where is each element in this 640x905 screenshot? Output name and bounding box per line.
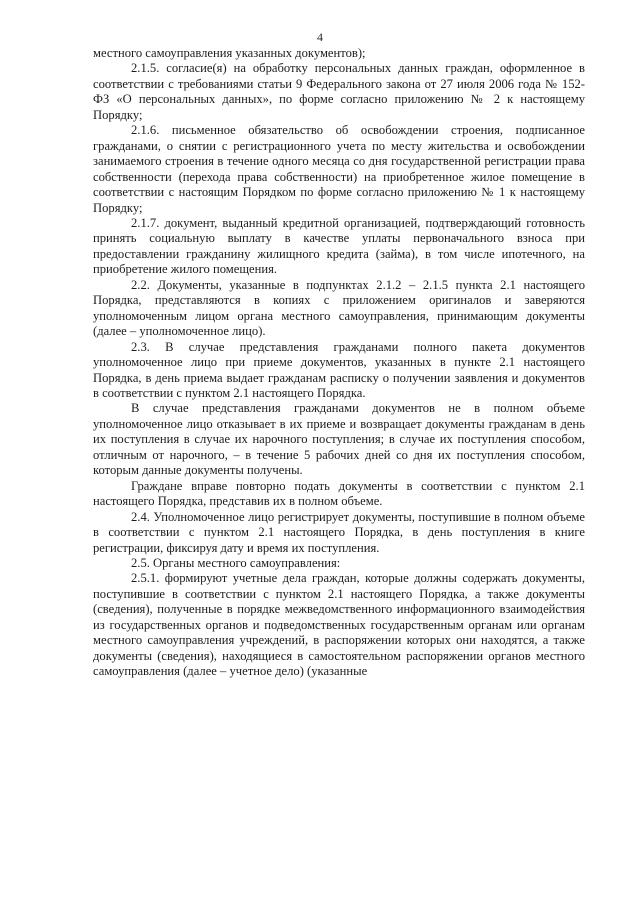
paragraph-resubmission: Граждане вправе повторно подать документы в соответствии с пунктом 2.1 настоящего Порядка, представив их в полном объеме.	[93, 478, 585, 509]
paragraph-2-2: 2.2. Документы, указанные в подпунктах 2.1.2 – 2.1.5 пункта 2.1 настоящего Порядка, представляются в копиях с приложением оригиналов и заверяются уполномоченным лицом органа местного самоуправления, принимающим документы (далее – уполномоченное лицо).	[93, 277, 585, 339]
paragraph-2-1-6: 2.1.6. письменное обязательство об освобождении строения, подписанное гражданами, о снятии с регистрационного учета по месту жительства и освобождении занимаемого строения в течение одного месяца со дня государственной регистрации права собственности (перехода права собственности) на приобретенное жилое помещение в соответствии с настоящим Порядком по форме согласно приложению № 1 к настоящему Порядку;	[93, 123, 585, 215]
paragraph-2-1-7: 2.1.7. документ, выданный кредитной организацией, подтверждающий готовность принять социальную выплату в качестве уплаты первоначального взноса при предоставлении гражданину жилищного кредита (займа), в том числе ипотечного, на приобретение жилого помещения.	[93, 215, 585, 277]
paragraph-2-3: 2.3. В случае представления гражданами полного пакета документов уполномоченное лицо при приеме документов, указанных в пункте 2.1 настоящего Порядка, в день приема выдает гражданам расписку о получении заявления и документов в соответствии с пунктом 2.1 настоящего Порядка.	[93, 339, 585, 400]
page-number: 4	[317, 30, 323, 44]
paragraph-continuation: местного самоуправления указанных документов);	[93, 46, 366, 60]
paragraph-incomplete-documents: В случае представления гражданами документов не в полном объеме уполномоченное лицо отказывает в их приеме и возвращает документы гражданам в день их поступления в случае их нарочного поступления; в случае их поступления способом, отличным от нарочного, – в течение 5 рабочих дней со дня их поступления способом, которым данные документы получены.	[93, 401, 585, 478]
paragraph-2-5-1: 2.5.1. формируют учетные дела граждан, которые должны содержать документы, поступившие в соответствии с пунктом 2.1 настоящего Порядка, а также документы (сведения), полученные в порядке межведомственного информационного взаимодействия из государственных органов и подведомственных государственным органам или органам местного самоуправления учреждений, в распоряжении которых они находятся, а также документы (сведения), находящиеся в самостоятельном распоряжении органов местного самоуправления (далее – учетное дело) (указанные	[93, 571, 585, 679]
paragraph-2-1-5: 2.1.5. согласие(я) на обработку персональных данных граждан, оформленное в соответствии с требованиями статьи 9 Федерального закона от 27 июля 2006 года № 152-ФЗ «О персональных данных», по форме согласно приложению № 2 к настоящему Порядку;	[93, 61, 585, 122]
document-body	[93, 46, 585, 680]
paragraph-2-4: 2.4. Уполномоченное лицо регистрирует документы, поступившие в полном объеме в соответствии с пунктом 2.1 настоящего Порядка, в день поступления в книге регистрации, фиксируя дату и время их поступления.	[93, 509, 585, 555]
paragraph-2-5: 2.5. Органы местного самоуправления:	[131, 555, 341, 570]
